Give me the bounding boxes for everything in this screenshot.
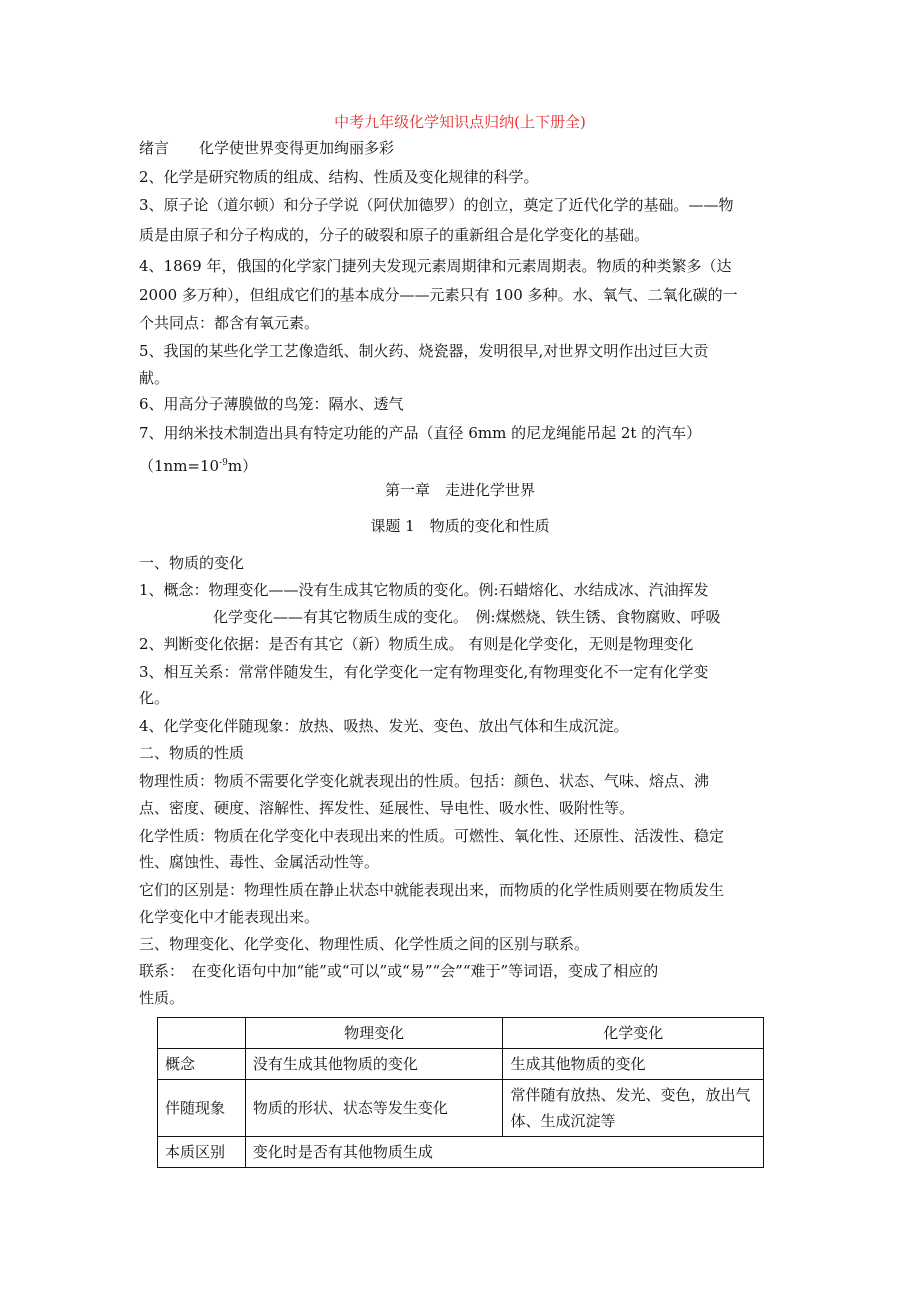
- body-line: 2、判断变化依据：是否有其它（新）物质生成。 有则是化学变化，无则是物理变化: [139, 635, 694, 653]
- table-cell: 变化时是否有其他物质生成: [245, 1137, 763, 1168]
- table-header-row: [158, 1018, 764, 1049]
- chapter-heading: 第一章 走进化学世界: [384, 481, 535, 499]
- table-row: [158, 1049, 764, 1080]
- body-line: 化。: [139, 689, 170, 707]
- intro-line: 质是由原子和分子构成的，分子的破裂和原子的重新组合是化学变化的基础。: [139, 226, 650, 244]
- table-header-cell: 化学变化: [503, 1018, 764, 1049]
- intro-line: 6、用高分子薄膜做的鸟笼：隔水、透气: [139, 395, 404, 413]
- intro-line: 7、用纳米技术制造出具有特定功能的产品（直径 6mm 的尼龙绳能吊起 2t 的汽车）: [139, 424, 702, 442]
- table-cell: 没有生成其他物质的变化: [245, 1049, 503, 1080]
- body-line: 它们的区别是：物理性质在静止状态中就能表现出来，而物质的化学性质则要在物质发生: [139, 881, 725, 899]
- table-header-cell: [158, 1018, 246, 1049]
- body-line: 1、概念：物理变化——没有生成其它物质的变化。例:石蜡熔化、水结成冰、汽油挥发: [139, 581, 709, 599]
- document-title: 中考九年级化学知识点归纳(上下册全): [334, 113, 586, 131]
- unit-note-exponent: -9: [219, 458, 228, 468]
- table-row: [158, 1080, 764, 1137]
- body-line: 点、密度、硬度、溶解性、挥发性、延展性、导电性、吸水性、吸附性等。: [139, 799, 635, 817]
- table-cell: 本质区别: [158, 1137, 246, 1168]
- table-cell: 伴随现象: [158, 1080, 246, 1137]
- table-row: [158, 1137, 764, 1168]
- lesson-heading: 课题 1 物质的变化和性质: [370, 517, 550, 535]
- intro-line: 个共同点：都含有氧元素。: [139, 314, 320, 332]
- unit-note-prefix: （1nm=10: [139, 457, 220, 475]
- body-line: 一、物质的变化: [139, 554, 245, 572]
- unit-note: [139, 450, 257, 476]
- body-line: 4、化学变化伴随现象：放热、吸热、发光、变色、放出气体和生成沉淀。: [139, 717, 629, 735]
- body-line: 二、物质的性质: [139, 744, 245, 762]
- intro-line: 献。: [139, 369, 170, 387]
- intro-line: 2、化学是研究物质的组成、结构、性质及变化规律的科学。: [139, 168, 539, 186]
- body-line: 化学性质：物质在化学变化中表现出来的性质。可燃性、氧化性、还原性、活泼性、稳定: [139, 827, 725, 845]
- table-cell: 物质的形状、状态等发生变化: [245, 1080, 503, 1137]
- body-line: 性质。: [139, 989, 185, 1007]
- table-cell: 生成其他物质的变化: [503, 1049, 764, 1080]
- body-line: 物理性质：物质不需要化学变化就表现出的性质。包括：颜色、状态、气味、熔点、沸: [139, 772, 710, 790]
- table-cell: 概念: [158, 1049, 246, 1080]
- body-line: 性、腐蚀性、毒性、金属活动性等。: [139, 853, 380, 871]
- intro-line: 4、1869 年，俄国的化学家门捷列夫发现元素周期律和元素周期表。物质的种类繁多（达: [139, 257, 732, 275]
- body-line: 化学变化中才能表现出来。: [139, 908, 320, 926]
- body-line: 3、相互关系：常常伴随发生，有化学变化一定有物理变化,有物理变化不一定有化学变: [139, 663, 709, 681]
- intro-line: 绪言 化学使世界变得更加绚丽多彩: [139, 139, 395, 157]
- body-line: 化学变化——有其它物质生成的变化。 例:煤燃烧、铁生锈、食物腐败、呼吸: [213, 608, 721, 626]
- table-header-cell: 物理变化: [245, 1018, 503, 1049]
- intro-line: 3、原子论（道尔顿）和分子学说（阿伏加德罗）的创立，奠定了近代化学的基础。——物: [139, 196, 734, 214]
- body-line: 联系： 在变化语句中加“能”或“可以”或“易”“会”“难于”等词语，变成了相应的: [139, 962, 659, 980]
- body-line: 三、物理变化、化学变化、物理性质、化学性质之间的区别与联系。: [139, 935, 590, 953]
- unit-note-suffix: m）: [227, 457, 258, 475]
- table-cell: 常伴随有放热、发光、变色，放出气体、生成沉淀等: [503, 1080, 764, 1137]
- intro-line: 2000 多万种），但组成它们的基本成分——元素只有 100 多种。水、氧气、二氧化碳的一: [139, 286, 738, 304]
- comparison-table: [157, 1017, 764, 1168]
- intro-line: 5、我国的某些化学工艺像造纸、制火药、烧瓷器，发明很早,对世界文明作出过巨大贡: [139, 342, 709, 360]
